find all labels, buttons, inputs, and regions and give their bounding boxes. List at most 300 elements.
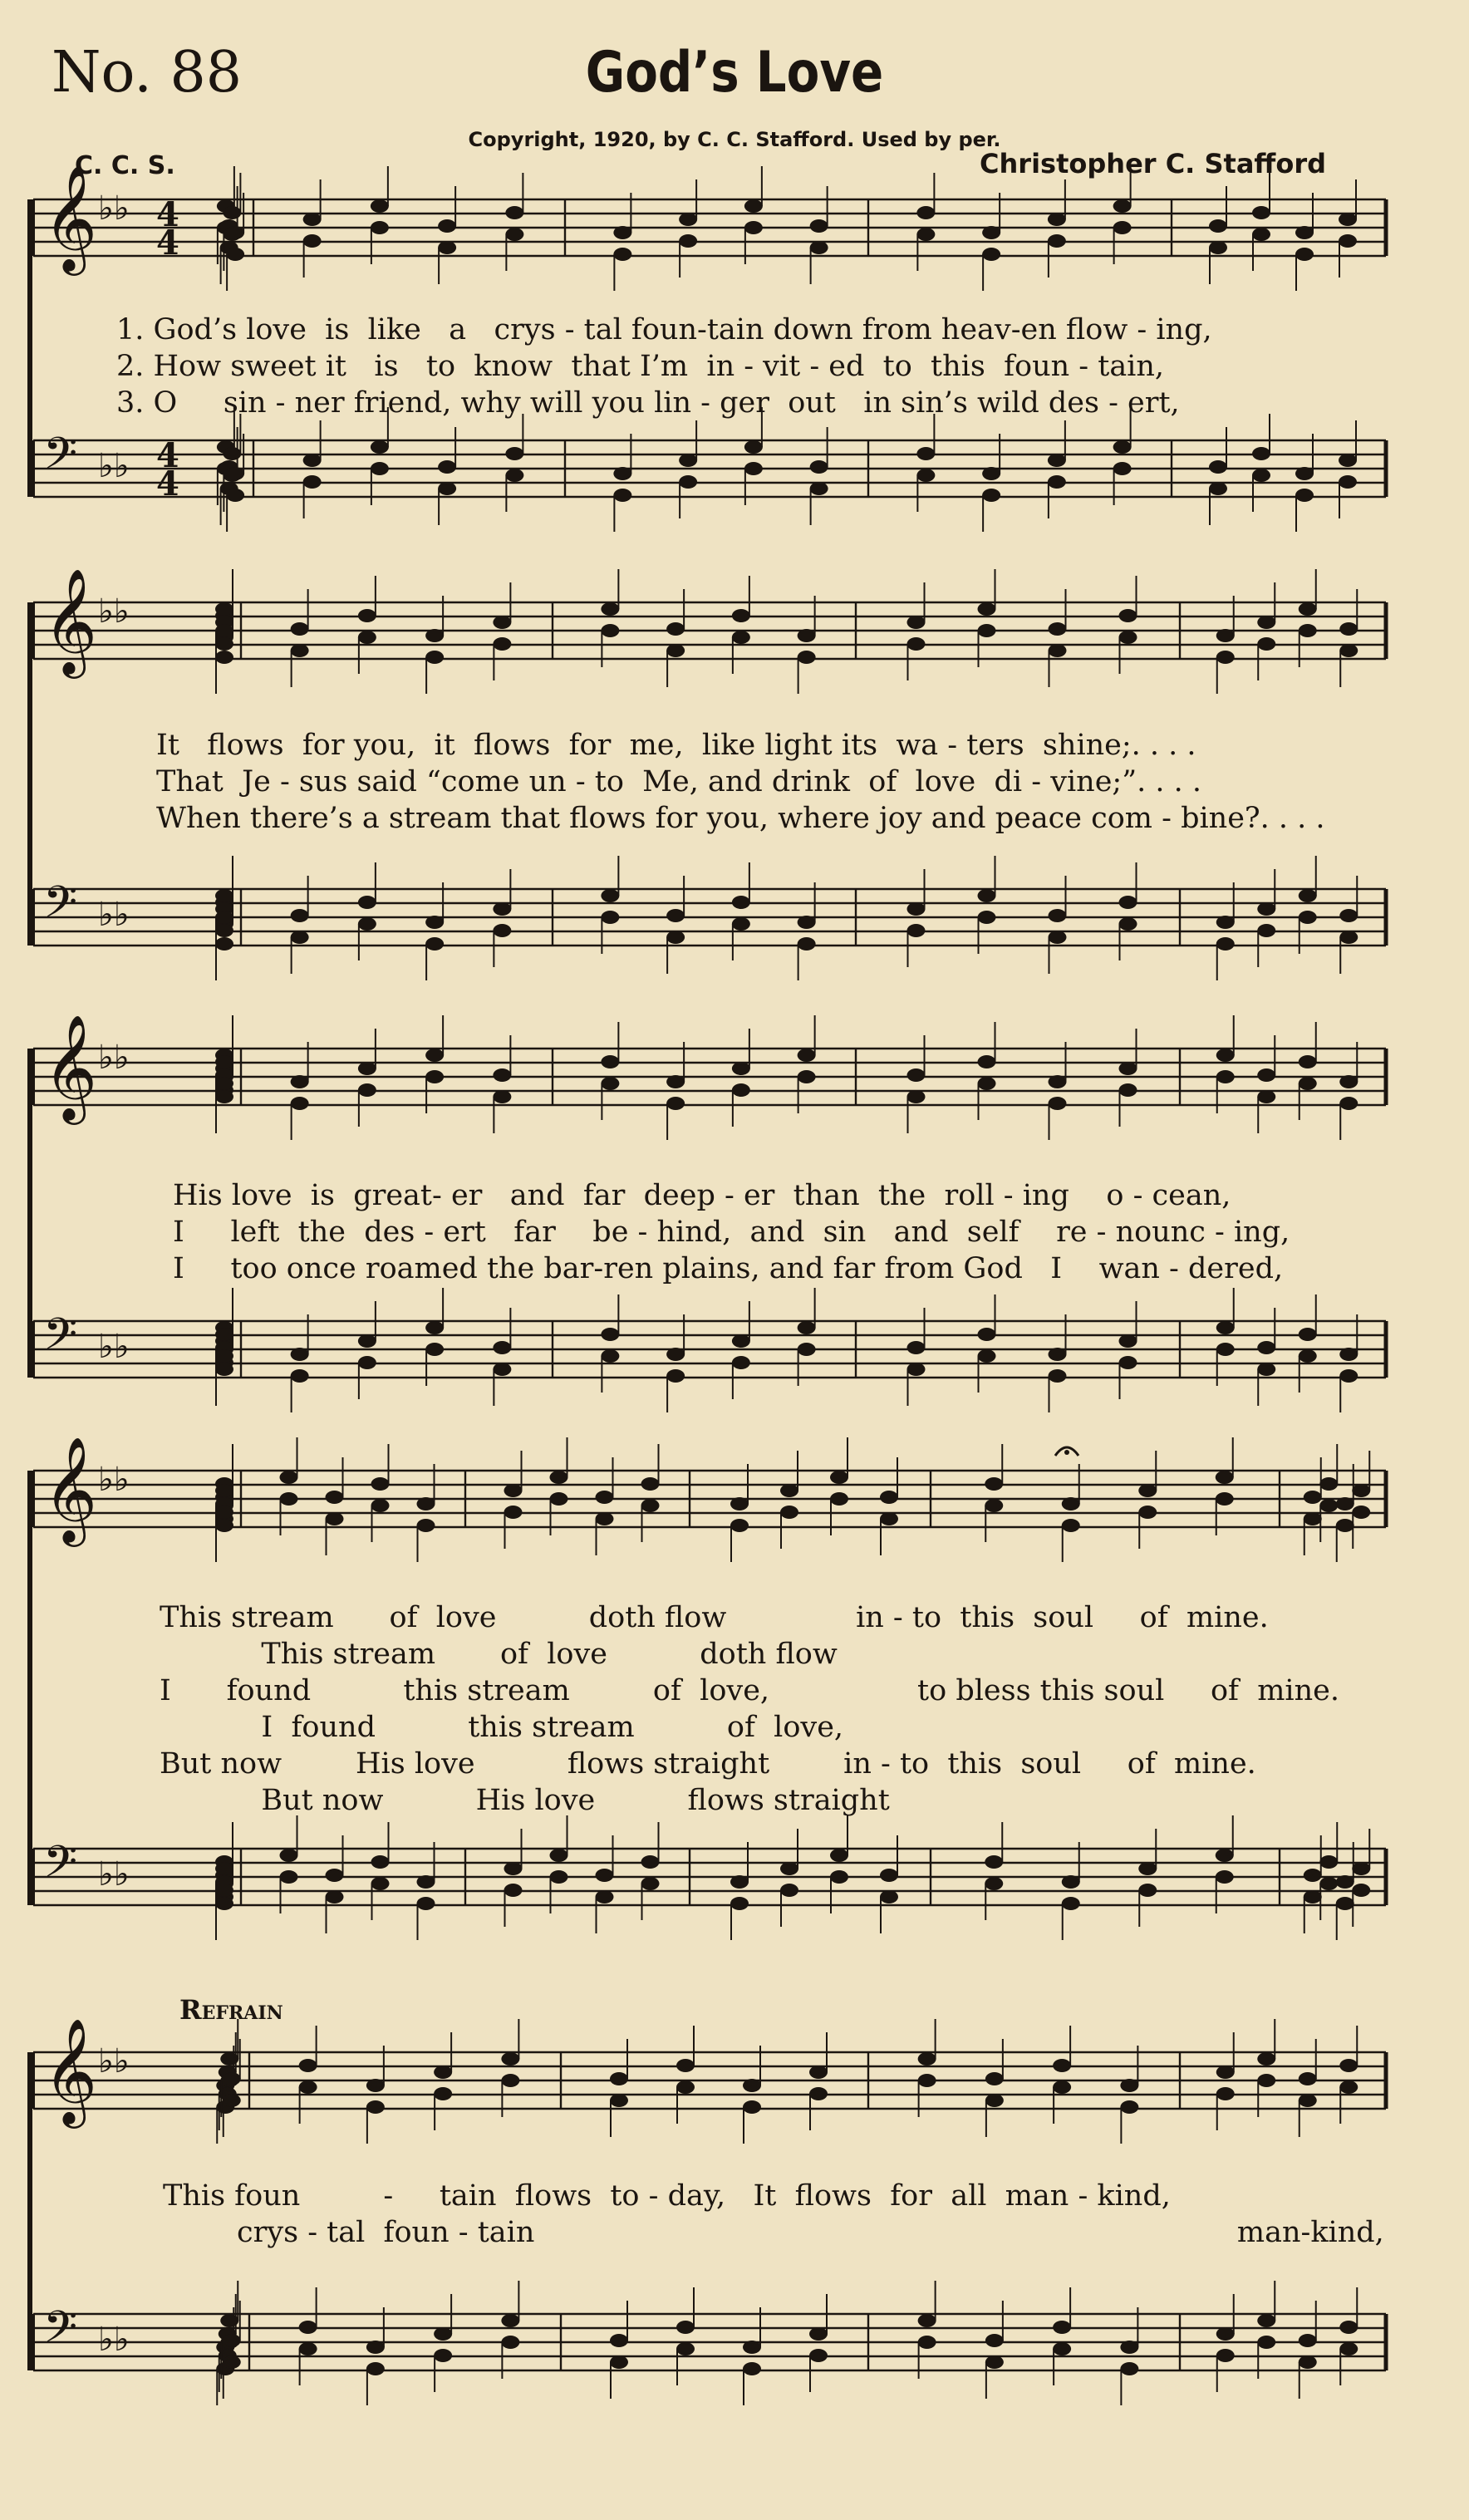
notehead bbox=[1336, 1875, 1354, 1889]
notehead bbox=[809, 2327, 828, 2341]
notehead bbox=[1257, 637, 1275, 651]
notehead bbox=[1048, 475, 1066, 489]
notehead bbox=[299, 2342, 317, 2355]
notehead bbox=[641, 1477, 660, 1491]
notehead bbox=[676, 2080, 695, 2094]
notehead bbox=[880, 1890, 898, 1904]
bass-clef: 𝄢 bbox=[43, 877, 78, 939]
notehead bbox=[1257, 2074, 1275, 2087]
key-signature-flat: ♭♭ bbox=[98, 896, 130, 934]
notehead bbox=[641, 1855, 660, 1869]
notehead bbox=[493, 902, 511, 916]
notehead bbox=[215, 651, 233, 664]
lyric-line: I too once roamed the bar-ren plains, and far from God I wan - dered, bbox=[173, 1252, 1284, 1285]
notehead bbox=[1299, 602, 1317, 616]
bass-clef: 𝄢 bbox=[43, 1309, 78, 1371]
notehead bbox=[1216, 1849, 1234, 1862]
notehead bbox=[1339, 234, 1357, 248]
notehead bbox=[1119, 896, 1137, 909]
notehead bbox=[434, 2349, 452, 2362]
notehead bbox=[505, 469, 523, 482]
notehead bbox=[830, 1492, 848, 1506]
lyric-line: But now His love flows straight bbox=[160, 1784, 890, 1817]
notehead bbox=[1048, 454, 1066, 467]
hymn-number: No. 88 bbox=[52, 40, 243, 106]
notehead bbox=[215, 1862, 233, 1875]
notehead bbox=[1257, 1090, 1275, 1103]
notehead bbox=[978, 1077, 996, 1090]
bass-clef: 𝄢 bbox=[43, 429, 78, 490]
notehead bbox=[985, 1499, 1003, 1512]
notehead bbox=[601, 889, 619, 902]
notehead bbox=[1339, 454, 1357, 467]
notehead bbox=[743, 2100, 761, 2114]
notehead bbox=[676, 2342, 695, 2355]
notehead bbox=[1119, 1083, 1137, 1097]
notehead bbox=[417, 1519, 435, 1532]
lyric-line: I left the des - ert far be - hind, and sin and self re - nounc - ing, bbox=[173, 1216, 1290, 1249]
notehead bbox=[371, 1499, 390, 1512]
notehead bbox=[1257, 2314, 1275, 2327]
notehead bbox=[1299, 911, 1317, 924]
notehead bbox=[220, 2052, 238, 2066]
notehead bbox=[596, 1869, 614, 1882]
notehead bbox=[1304, 1512, 1322, 1525]
notehead bbox=[907, 1068, 926, 1082]
notehead bbox=[743, 2362, 761, 2375]
notehead bbox=[504, 1506, 523, 1519]
notehead bbox=[1119, 917, 1137, 931]
notehead bbox=[679, 475, 697, 489]
notehead bbox=[280, 1849, 298, 1862]
notehead bbox=[215, 1897, 233, 1910]
notehead bbox=[880, 1869, 898, 1882]
notehead bbox=[223, 206, 241, 219]
notehead bbox=[434, 2087, 452, 2100]
notehead bbox=[299, 2059, 317, 2072]
notehead bbox=[215, 1484, 233, 1497]
notehead bbox=[798, 937, 816, 951]
notehead bbox=[1339, 2342, 1358, 2355]
notehead bbox=[1339, 213, 1357, 226]
notehead bbox=[1053, 2080, 1071, 2094]
treble-clef: 𝄞 bbox=[43, 1014, 98, 1120]
notehead bbox=[780, 1862, 798, 1875]
notehead bbox=[1304, 1491, 1322, 1504]
lyric-line: When there’s a stream that flows for you, where joy and peace com - bine?. . . . bbox=[156, 802, 1325, 835]
notehead bbox=[1049, 909, 1067, 922]
notehead bbox=[1352, 1884, 1370, 1897]
notehead bbox=[504, 1484, 523, 1497]
notehead bbox=[1352, 1484, 1370, 1497]
notehead bbox=[907, 616, 926, 629]
notehead bbox=[493, 1363, 511, 1376]
notehead bbox=[425, 916, 444, 929]
treble-clef: 𝄞 bbox=[43, 165, 98, 271]
notehead bbox=[1352, 1862, 1370, 1875]
key-signature-flat: ♭♭ bbox=[98, 189, 130, 228]
notehead bbox=[601, 1055, 619, 1068]
notehead bbox=[1339, 1075, 1358, 1088]
notehead bbox=[1299, 2072, 1317, 2085]
notehead bbox=[596, 1512, 614, 1525]
notehead bbox=[291, 909, 309, 922]
notehead bbox=[1252, 228, 1270, 241]
notehead bbox=[1062, 1875, 1080, 1889]
notehead bbox=[730, 1897, 749, 1910]
notehead bbox=[1113, 199, 1132, 213]
notehead bbox=[1257, 616, 1275, 629]
notehead bbox=[1295, 489, 1314, 502]
notehead bbox=[1252, 469, 1270, 482]
notehead bbox=[880, 1512, 898, 1525]
music-initials: C. C. S. bbox=[75, 151, 175, 180]
notehead bbox=[1252, 447, 1270, 460]
key-signature-flat: ♭♭ bbox=[98, 2321, 130, 2359]
notehead bbox=[1257, 902, 1275, 916]
notehead bbox=[982, 489, 1000, 502]
notehead bbox=[493, 637, 511, 651]
notehead bbox=[916, 447, 935, 460]
notehead bbox=[810, 219, 828, 233]
notehead bbox=[1339, 622, 1358, 636]
notehead bbox=[215, 1519, 233, 1532]
notehead bbox=[1339, 2059, 1358, 2072]
lyric-line: His love is great- er and far deep - er than the roll - ing o - cean, bbox=[173, 1179, 1231, 1212]
notehead bbox=[1120, 2100, 1138, 2114]
time-signature: 4 bbox=[156, 436, 179, 475]
notehead bbox=[982, 226, 1000, 239]
notehead bbox=[978, 602, 996, 616]
notehead bbox=[1257, 2336, 1275, 2349]
notehead bbox=[780, 1884, 798, 1897]
notehead bbox=[1049, 644, 1067, 657]
notehead bbox=[215, 1349, 233, 1363]
notehead bbox=[220, 2314, 238, 2327]
notehead bbox=[1119, 631, 1137, 644]
notehead bbox=[1257, 1068, 1275, 1082]
notehead bbox=[907, 924, 926, 937]
lyric-line: That Je - sus said “come un - to Me, and drink of love di - vine;”. . . . bbox=[156, 765, 1201, 798]
notehead bbox=[366, 2341, 385, 2354]
notehead bbox=[1257, 1341, 1275, 1354]
notehead bbox=[358, 1083, 376, 1097]
notehead bbox=[280, 1471, 298, 1484]
notehead bbox=[985, 1855, 1003, 1869]
notehead bbox=[1252, 206, 1270, 219]
key-signature-flat: ♭♭ bbox=[98, 1039, 130, 1077]
notehead bbox=[610, 2072, 628, 2085]
lyric-line: This stream of love doth flow in - to this soul of mine. bbox=[160, 1601, 1269, 1634]
notehead bbox=[601, 624, 619, 637]
notehead bbox=[679, 213, 697, 226]
notehead bbox=[601, 602, 619, 616]
notehead bbox=[732, 1062, 750, 1075]
notehead bbox=[1299, 624, 1317, 637]
notehead bbox=[215, 602, 233, 616]
lyric-line: 1. God’s love is like a crys - tal foun-tain down from heav-en flow - ing, bbox=[116, 313, 1212, 346]
notehead bbox=[303, 213, 322, 226]
notehead bbox=[1062, 1497, 1080, 1511]
notehead bbox=[666, 1369, 685, 1383]
notehead bbox=[358, 917, 376, 931]
notehead bbox=[1049, 1369, 1067, 1383]
notehead bbox=[1049, 622, 1067, 636]
notehead bbox=[830, 1849, 848, 1862]
notehead bbox=[918, 2074, 936, 2087]
notehead bbox=[215, 1363, 233, 1376]
notehead bbox=[810, 482, 828, 495]
notehead bbox=[434, 2327, 452, 2341]
notehead bbox=[730, 1519, 749, 1532]
notehead bbox=[366, 2079, 385, 2092]
notehead bbox=[1336, 1497, 1354, 1511]
notehead bbox=[916, 206, 935, 219]
notehead bbox=[505, 228, 523, 241]
notehead bbox=[223, 447, 241, 460]
notehead bbox=[732, 896, 750, 909]
notehead bbox=[744, 221, 763, 234]
notehead bbox=[1319, 1499, 1338, 1512]
notehead bbox=[1120, 2341, 1138, 2354]
notehead bbox=[916, 469, 935, 482]
notehead bbox=[1113, 221, 1132, 234]
notehead bbox=[291, 622, 309, 636]
notehead bbox=[907, 1341, 926, 1354]
notehead bbox=[732, 1083, 750, 1097]
notehead bbox=[679, 454, 697, 467]
notehead bbox=[1216, 1321, 1235, 1334]
notehead bbox=[830, 1870, 848, 1884]
notehead bbox=[1304, 1890, 1322, 1904]
notehead bbox=[1339, 2080, 1358, 2094]
lyric-line: But now His love flows straight in - to this soul of mine. bbox=[160, 1747, 1256, 1781]
fermata-dot bbox=[1064, 1450, 1069, 1455]
notehead bbox=[371, 1477, 390, 1491]
notehead bbox=[366, 2100, 385, 2114]
notehead bbox=[907, 637, 926, 651]
notehead bbox=[1053, 2321, 1071, 2334]
notehead bbox=[1352, 1506, 1370, 1519]
time-signature: 4 bbox=[156, 195, 179, 234]
notehead bbox=[810, 241, 828, 254]
notehead bbox=[918, 2336, 936, 2349]
notehead bbox=[1209, 241, 1227, 254]
notehead bbox=[676, 2321, 695, 2334]
notehead bbox=[830, 1471, 848, 1484]
notehead bbox=[326, 1491, 344, 1504]
lyric-line: I found this stream of love, bbox=[160, 1711, 844, 1744]
notehead bbox=[326, 1890, 344, 1904]
notehead bbox=[1339, 1348, 1358, 1361]
notehead bbox=[978, 624, 996, 637]
notehead bbox=[1216, 1471, 1234, 1484]
notehead bbox=[226, 248, 244, 261]
notehead bbox=[809, 2066, 828, 2079]
notehead bbox=[438, 219, 456, 233]
notehead bbox=[798, 629, 816, 642]
notehead bbox=[1216, 1492, 1234, 1506]
notehead bbox=[223, 2094, 241, 2107]
notehead bbox=[1339, 1097, 1358, 1110]
notehead bbox=[666, 931, 685, 944]
notehead bbox=[223, 2334, 241, 2347]
notehead bbox=[326, 1869, 344, 1882]
notehead bbox=[1319, 1477, 1338, 1491]
notehead bbox=[1299, 889, 1317, 902]
notehead bbox=[493, 1068, 511, 1082]
copyright-notice: Copyright, 1920, by C. C. Stafford. Used by per. bbox=[468, 128, 1001, 151]
notehead bbox=[299, 2080, 317, 2094]
notehead bbox=[978, 911, 996, 924]
notehead bbox=[666, 1075, 685, 1088]
notehead bbox=[501, 2336, 519, 2349]
notehead bbox=[601, 911, 619, 924]
lyric-line: It flows for you, it flows for me, like light its wa - ters shine;. . . . bbox=[156, 729, 1196, 762]
notehead bbox=[504, 1862, 523, 1875]
notehead bbox=[438, 460, 456, 474]
bass-clef: 𝄢 bbox=[43, 1837, 78, 1899]
notehead bbox=[358, 1062, 376, 1075]
notehead bbox=[1339, 1369, 1358, 1383]
notehead bbox=[985, 1477, 1003, 1491]
notehead bbox=[1209, 460, 1227, 474]
notehead bbox=[1216, 1049, 1235, 1062]
notehead bbox=[732, 1334, 750, 1348]
notehead bbox=[978, 1349, 996, 1363]
notehead bbox=[596, 1890, 614, 1904]
notehead bbox=[601, 1077, 619, 1090]
notehead bbox=[1119, 1062, 1137, 1075]
notehead bbox=[780, 1484, 798, 1497]
notehead bbox=[610, 2334, 628, 2347]
notehead bbox=[1319, 1855, 1338, 1869]
notehead bbox=[978, 1328, 996, 1341]
notehead bbox=[1049, 1348, 1067, 1361]
notehead bbox=[1295, 467, 1314, 480]
notehead bbox=[1339, 931, 1358, 944]
key-signature-flat: ♭♭ bbox=[98, 447, 130, 485]
notehead bbox=[358, 631, 376, 644]
notehead bbox=[918, 2314, 936, 2327]
notehead bbox=[798, 1049, 816, 1062]
key-signature-flat: ♭♭ bbox=[98, 1328, 130, 1366]
notehead bbox=[601, 1349, 619, 1363]
notehead bbox=[501, 2052, 519, 2066]
notehead bbox=[1216, 1343, 1235, 1356]
notehead bbox=[1053, 2059, 1071, 2072]
notehead bbox=[907, 1090, 926, 1103]
notehead bbox=[1216, 916, 1235, 929]
key-signature-flat: ♭♭ bbox=[98, 592, 130, 631]
notehead bbox=[666, 644, 685, 657]
notehead bbox=[505, 206, 523, 219]
notehead bbox=[1299, 1349, 1317, 1363]
notehead bbox=[215, 624, 233, 637]
treble-clef: 𝄞 bbox=[43, 1436, 98, 1542]
notehead bbox=[299, 2321, 317, 2334]
notehead bbox=[291, 1097, 309, 1110]
notehead bbox=[810, 460, 828, 474]
notehead bbox=[366, 2362, 385, 2375]
notehead bbox=[1062, 1897, 1080, 1910]
notehead bbox=[280, 1870, 298, 1884]
notehead bbox=[744, 462, 763, 475]
notehead bbox=[226, 489, 244, 502]
notehead bbox=[610, 2094, 628, 2107]
notehead bbox=[1113, 440, 1132, 454]
notehead bbox=[880, 1491, 898, 1504]
notehead bbox=[613, 489, 631, 502]
notehead bbox=[1299, 1328, 1317, 1341]
notehead bbox=[303, 454, 322, 467]
notehead bbox=[732, 917, 750, 931]
notehead bbox=[438, 241, 456, 254]
notehead bbox=[1048, 234, 1066, 248]
notehead bbox=[371, 1855, 390, 1869]
notehead bbox=[371, 221, 389, 234]
notehead bbox=[1062, 1519, 1080, 1532]
notehead bbox=[215, 1328, 233, 1341]
notehead bbox=[613, 248, 631, 261]
notehead bbox=[223, 2072, 241, 2085]
notehead bbox=[1119, 609, 1137, 622]
notehead bbox=[1216, 2087, 1235, 2100]
notehead bbox=[434, 2066, 452, 2079]
treble-clef: 𝄞 bbox=[43, 567, 98, 674]
notehead bbox=[641, 1499, 660, 1512]
notehead bbox=[1209, 219, 1227, 233]
notehead bbox=[425, 937, 444, 951]
lyric-line: 3. O sin - ner friend, why will you lin - ger out in sin’s wild des - ert, bbox=[116, 386, 1180, 420]
notehead bbox=[358, 896, 376, 909]
notehead bbox=[358, 609, 376, 622]
lyric-line: This foun - tain flows to - day, It flows for all man - kind, bbox=[163, 2179, 1171, 2213]
notehead bbox=[1216, 651, 1235, 664]
bass-clef: 𝄢 bbox=[43, 2302, 78, 2364]
notehead bbox=[1119, 1334, 1137, 1348]
notehead bbox=[303, 234, 322, 248]
notehead bbox=[493, 924, 511, 937]
notehead bbox=[1299, 2355, 1317, 2369]
notehead bbox=[798, 1321, 816, 1334]
notehead bbox=[1209, 482, 1227, 495]
notehead bbox=[666, 622, 685, 636]
notehead bbox=[985, 1877, 1003, 1890]
lyric-line: I found this stream of love, to bless this soul of mine. bbox=[160, 1674, 1339, 1707]
notehead bbox=[1049, 1097, 1067, 1110]
notehead bbox=[291, 1348, 309, 1361]
notehead bbox=[1120, 2362, 1138, 2375]
notehead bbox=[215, 1506, 233, 1519]
notehead bbox=[291, 1369, 309, 1383]
notehead bbox=[1299, 1055, 1317, 1068]
notehead bbox=[1138, 1506, 1157, 1519]
time-signature: 4 bbox=[156, 464, 179, 504]
notehead bbox=[417, 1897, 435, 1910]
notehead bbox=[1257, 1363, 1275, 1376]
notehead bbox=[1299, 2334, 1317, 2347]
notehead bbox=[1048, 213, 1066, 226]
notehead bbox=[982, 248, 1000, 261]
notehead bbox=[1216, 2349, 1235, 2362]
notehead bbox=[215, 637, 233, 651]
notehead bbox=[215, 1077, 233, 1090]
notehead bbox=[1049, 931, 1067, 944]
notehead bbox=[596, 1491, 614, 1504]
notehead bbox=[610, 2355, 628, 2369]
notehead bbox=[1304, 1869, 1322, 1882]
